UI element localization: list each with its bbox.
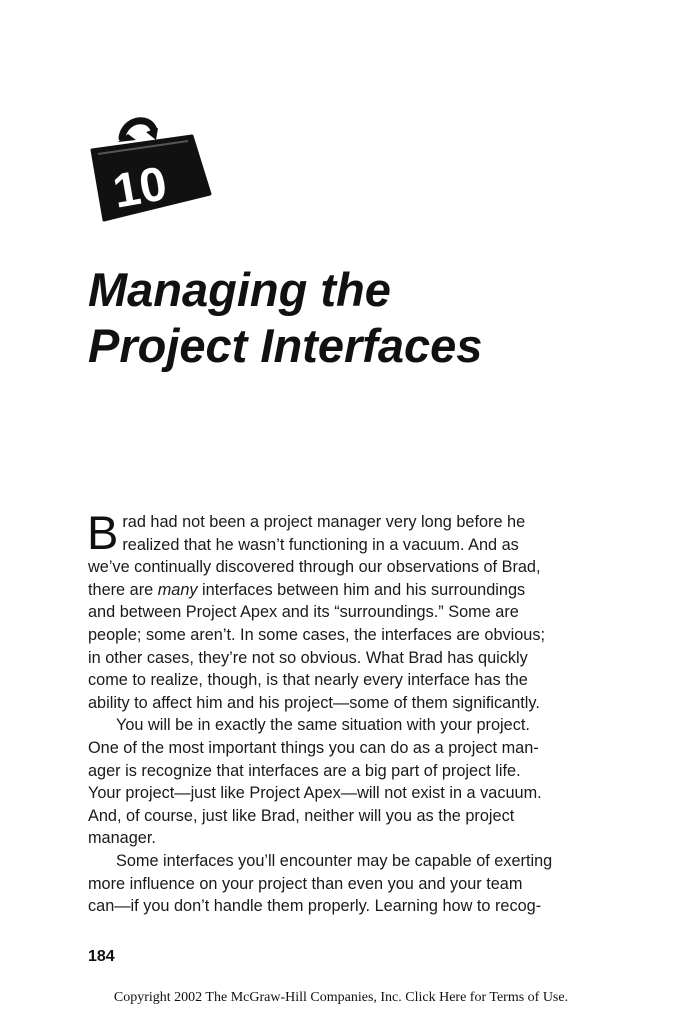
paragraph-3-line: can—if you don’t handle them properly. Learning how to recog- [88, 897, 542, 916]
chapter-number: 10 [109, 157, 171, 219]
text-run: interfaces between him and his surroundings [197, 580, 526, 599]
paragraph-1-line [88, 579, 594, 602]
paragraph-2-line: ager is recognize that interfaces are a big part of project life. [88, 761, 521, 780]
paragraph-3-line: Some interfaces you’ll encounter may be capable of exerting [116, 851, 553, 870]
page-number: 184 [88, 948, 115, 965]
paragraph-2-line: And, of course, just like Brad, neither will you as the project [88, 806, 515, 825]
paragraph-1-line: realized that he wasn’t functioning in a vacuum. And as [122, 535, 519, 554]
paragraph-3-line: more influence on your project than even you and your team [88, 874, 523, 893]
text-run: there are [88, 580, 158, 599]
copyright-link[interactable]: Copyright 2002 The McGraw-Hill Companies, Inc. Click Here for Terms of Use. [113, 990, 569, 1005]
paragraph-1-line: ability to affect him and his project—some of them significantly. [88, 693, 540, 712]
paragraph-1-line: come to realize, though, is that nearly every interface has the [88, 671, 528, 690]
briefcase-icon [88, 110, 214, 224]
paragraph-2-line: You will be in exactly the same situation with your project. [116, 716, 530, 735]
paragraph-1-line: people; some aren’t. In some cases, the interfaces are obvious; [88, 625, 546, 644]
paragraph-1-line: rad had not been a project manager very long before he [122, 513, 526, 531]
paragraph-2-line: Your project—just like Project Apex—will not exist in a vacuum. [88, 784, 542, 803]
paragraph-1-line: we’ve continually discovered through our observations of Brad, [88, 558, 541, 577]
title-line-1: Managing the [88, 263, 391, 316]
drop-cap: B [87, 506, 119, 559]
title-line-2: Project Interfaces [88, 319, 483, 372]
paragraph-2-line: manager. [88, 829, 156, 848]
emphasis-text: many [157, 580, 198, 599]
paragraph-1-line: in other cases, they’re not so obvious. What Brad has quickly [88, 648, 528, 667]
paragraph-2-line: One of the most important things you can do as a project man- [88, 738, 539, 757]
paragraph-1-line: and between Project Apex and its “surroundings.” Some are [88, 603, 519, 622]
chapter-title [88, 262, 482, 374]
body-text [87, 506, 594, 918]
